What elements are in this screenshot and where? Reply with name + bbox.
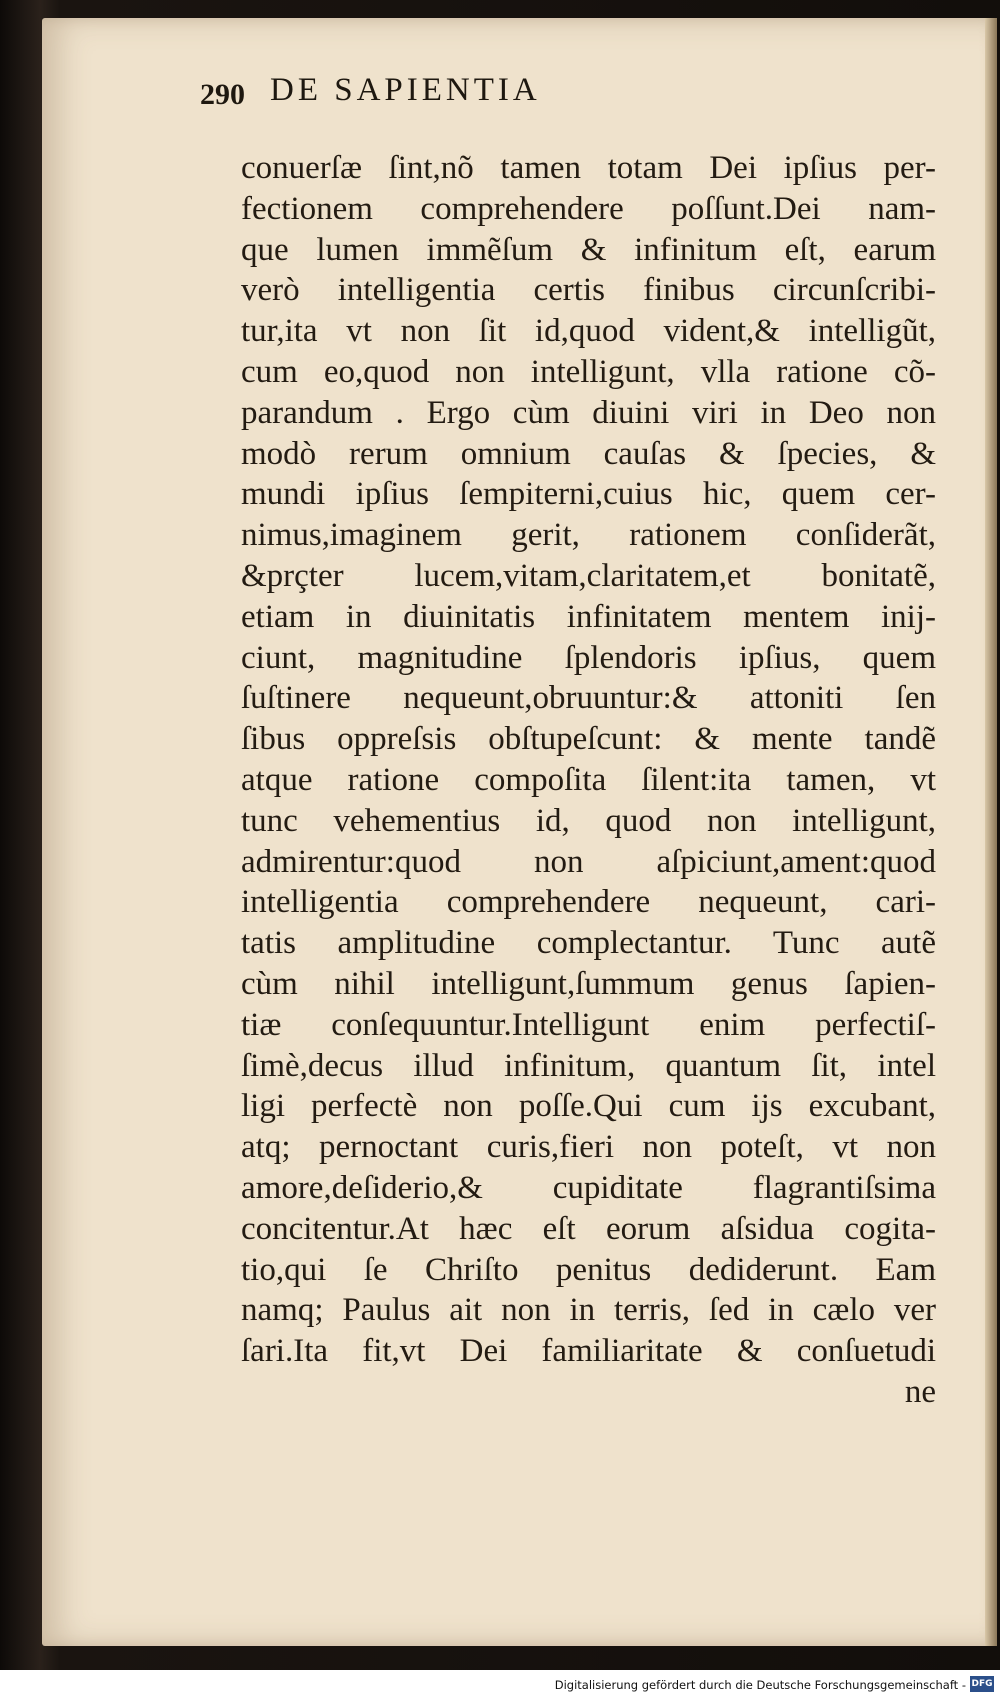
text-line: fectionem comprehendere poſſunt.Dei nam- [241, 190, 936, 227]
text-line: ſimè,decus illud infinitum, quantum ſit, intel [241, 1047, 936, 1084]
text-line: ſari.Ita fit,vt Dei familiaritate & conſuetudi [241, 1333, 936, 1370]
dfg-logo: DFG [970, 1676, 994, 1692]
text-line: tatis amplitudine complectantur. Tunc autẽ [241, 925, 936, 962]
text-line: cùm nihil intelligunt,ſummum genus ſapien- [241, 965, 936, 1002]
text-line: amore,deſiderio,& cupiditate flagrantiſsima [241, 1169, 936, 1206]
page-edge [985, 18, 997, 1646]
text-line: etiam in diuinitatis infinitatem mentem inij- [241, 598, 936, 635]
page-number: 290 [200, 78, 245, 111]
text-line: atque ratione compoſita ſilent:ita tamen, vt [241, 761, 936, 798]
text-line: ſibus oppreſsis obſtupeſcunt: & mente tandẽ [241, 721, 936, 758]
text-line: verò intelligentia certis finibus circunſcribi- [241, 272, 936, 309]
text-line: atq; pernoctant curis,fieri non poteſt, vt non [241, 1129, 936, 1166]
text-line: modò rerum omnium cauſas & ſpecies, & [241, 435, 936, 472]
text-line: mundi ipſius ſempiterni,cuius hic, quem cer- [241, 476, 936, 513]
catchword: ne [904, 1373, 936, 1410]
text-line: tiæ conſequuntur.Intelligunt enim perfectiſ- [241, 1006, 936, 1043]
text-line: tur,ita vt non ſit id,quod vident,& intelligũt, [241, 313, 936, 350]
footer-bar [0, 1670, 1000, 1701]
funding-notice: Digitalisierung gefördert durch die Deutsche Forschungsgemeinschaft - [554, 1678, 966, 1692]
text-line: nimus,imaginem gerit, rationem conſiderãt, [241, 517, 936, 554]
text-line: tunc vehementius id, quod non intelligunt, [241, 802, 936, 839]
running-title: DE SAPIENTIA [270, 72, 541, 108]
text-line: cum eo,quod non intelligunt, vlla ratione cõ- [241, 353, 936, 390]
body-text [241, 148, 936, 1413]
text-line: admirentur:quod non aſpiciunt,ament:quod [241, 843, 936, 880]
text-line: ciunt, magnitudine ſplendoris ipſius, quem [241, 639, 936, 676]
text-line: que lumen immẽſum & infinitum eſt, earum [241, 231, 936, 268]
text-line: parandum . Ergo cùm diuini viri in Deo non [241, 394, 936, 431]
text-line: conuerſæ ſint,nõ tamen totam Dei ipſius per- [241, 150, 936, 186]
text-line: ligi perfectè non poſſe.Qui cum ijs excubant, [241, 1088, 936, 1125]
text-line: concitentur.At hæc eſt eorum aſsidua cogita- [241, 1210, 936, 1247]
text-line: ſuſtinere nequeunt,obruuntur:& attoniti ſen [241, 680, 936, 717]
text-line: intelligentia comprehendere nequeunt, cari- [241, 884, 936, 921]
text-line: namq; Paulus ait non in terris, ſed in cælo ver [241, 1292, 936, 1329]
text-line: tio,qui ſe Chriſto penitus dediderunt. Eam [241, 1251, 936, 1288]
page-header [200, 72, 820, 132]
text-line: &prçter lucem,vitam,claritatem,et bonitatẽ, [241, 557, 936, 594]
